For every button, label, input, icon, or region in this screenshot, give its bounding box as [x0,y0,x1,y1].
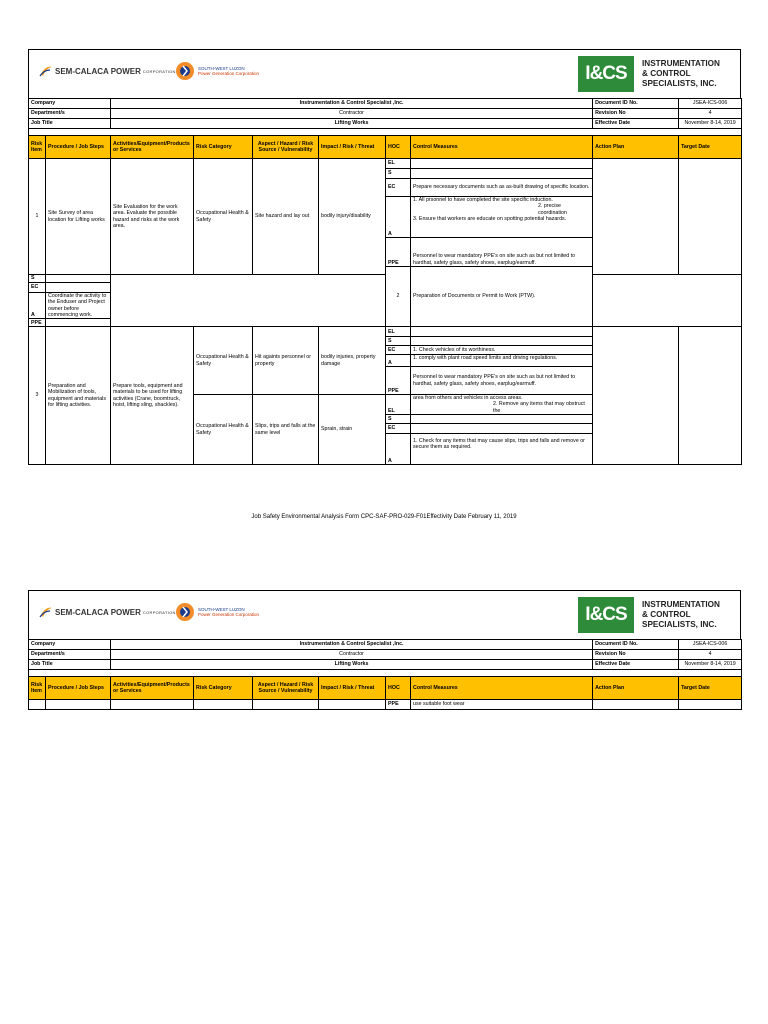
row2-hoc-ppe: PPE [29,319,46,327]
ics-name-line1: INSTRUMENTATION [642,59,720,68]
row1-target [679,159,742,275]
header-activities: Activities/Equipment/Products or Services [111,677,194,700]
scpc-logo [39,605,176,619]
p2-aspect [253,700,319,710]
header-activities: Activities/Equipment/Products or Services [111,136,194,159]
info-row-department [29,650,742,660]
jobtitle-value: Lifting Works [111,660,593,670]
info-row-jobtitle [29,119,742,129]
row2-hoc-a: A [29,293,46,319]
row1-ec-control: Prepare necessary documents such as as-built drawing of specific location. [411,179,593,197]
table-row [29,700,742,710]
row3-hoc-ppe: PPE [386,367,411,395]
row3b-a-control: 1. Check for any items that may cause slips, trips and falls and remove or secure them as required. [411,434,593,465]
row3-aspect-b: Slips, trips and falls at the same level [253,395,319,465]
row3-aspect-a: Hit againts personnel or property [253,327,319,395]
row1-procedure: Site Survey of area location for Lifting works [46,159,111,275]
jsea-table-page2 [28,639,742,710]
revision-label: Revision No [593,650,679,660]
revision-value: 4 [679,109,742,119]
swl-sub: Power Generation Corporation [198,71,260,76]
row3-activities: Prepare tools, equipment and materials to be used for lifting activities (Crane, boomtruck, hoist, lifting sling, shackles). [111,327,194,465]
jobtitle-value: Lifting Works [111,119,593,129]
p2-target [679,700,742,710]
row2-ec-control [46,283,111,293]
row2-hoc-s: S [29,275,46,283]
docid-label: Document ID No. [593,640,679,650]
effective-label: Effective Date [593,660,679,670]
swl-sub: Power Generation Corporation [198,612,260,617]
row3b-hoc-a: A [386,434,411,465]
row1-hoc-s: S [386,169,411,179]
swl-logo [174,601,259,623]
row1-aspect: Site hazard and lay out [253,159,319,275]
logo-header [28,49,741,98]
row3-ec-control: 1. Check vehicles of its worthiness. [411,346,593,355]
column-header-row [29,136,742,159]
docid-value: JSEA-ICS-006 [679,640,742,650]
row3-target [679,327,742,465]
company-value: Instrumentation & Control Specialist ,Inc. [111,640,593,650]
row1-action [593,159,679,275]
row2-ppe-control [46,319,111,327]
company-value: Instrumentation & Control Specialist ,Inc. [111,99,593,109]
company-label: Company [29,99,111,109]
header-risk-item: Risk Item [29,677,46,700]
scpc-suffix: CORPORATION [142,609,176,615]
swl-circle-icon [174,60,196,82]
ics-mark: I&CS [578,597,634,633]
row1-hoc-ec: EC [386,179,411,197]
row3b-hoc-ec: EC [386,424,411,434]
scpc-name: SEM-CALACA POWER [55,607,141,617]
info-row-jobtitle [29,660,742,670]
form-page-2 [28,590,741,710]
effective-label: Effective Date [593,119,679,129]
row3b-ec-control [411,424,593,434]
p2-action [593,700,679,710]
info-row-company [29,640,742,650]
scpc-swirl-icon [39,64,53,78]
header-risk-category: Risk Category [194,677,253,700]
p2-procedure [46,700,111,710]
header-target: Target Date [679,136,742,159]
row2-procedure: Preparation of Documents or Permit to Work (PTW). [411,267,593,327]
jsea-table-page1 [28,98,742,465]
row3b-hoc-s: S [386,415,411,424]
department-label: Department/s [29,109,111,119]
info-row-department [29,109,742,119]
row3-impact-a: bodily injuries, property damage [319,327,386,395]
jobtitle-label: Job Title [29,119,111,129]
row3-hoc-el: EL [386,327,411,337]
p2-hoc-ppe: PPE [386,700,411,710]
revision-label: Revision No [593,109,679,119]
ics-name-line1: INSTRUMENTATION [642,600,720,609]
logo-header [28,590,741,639]
row1-activities: Site Evaluation for the work area. Evaluate the possible hazard and risks at the work area. [111,159,194,275]
row1-hoc-ppe: PPE [386,238,411,267]
row3b-el-line2: 2. Remove any items that may obstruct the [493,401,585,414]
row3-el-control [411,327,593,337]
row3-impact-b: Sprain, strain [319,395,386,465]
row3-category-b: Occupational Health & Safety [194,395,253,465]
row2-a-control: Coordinate the activity to the Enduser and Project owner before commencing work. [46,293,111,319]
scpc-suffix: CORPORATION [142,68,176,74]
department-value: Contractor [111,650,593,660]
header-aspect: Aspect / Hazard / Risk Source / Vulnerability [253,136,319,159]
row3-hoc-ec: EC [386,346,411,355]
column-header-row [29,677,742,700]
row3-number: 3 [29,327,46,465]
revision-value: 4 [679,650,742,660]
header-procedure: Procedure / Job Steps [46,136,111,159]
row2-hoc-ec: EC [29,283,46,293]
header-impact: Impact / Risk / Threat [319,677,386,700]
header-aspect: Aspect / Hazard / Risk Source / Vulnerability [253,677,319,700]
department-label: Department/s [29,650,111,660]
row3-category-a: Occupational Health & Safety [194,327,253,395]
row2-s-control [46,275,111,283]
row3-action [593,327,679,465]
header-hoc: HOC [386,136,411,159]
row1-s-control [411,169,593,179]
p2-activities [111,700,194,710]
header-action: Action Plan [593,677,679,700]
row3b-el-line1: area from others and vehicles in access areas. [413,395,523,402]
row2-number: 2 [386,267,411,327]
row3-hoc-a: A [386,355,411,367]
effective-value: November 8-14, 2019 [679,119,742,129]
row1-a-line2: 2. precise coordination [538,203,567,216]
ics-name-line3: SPECIALISTS, INC. [642,79,717,88]
ics-name-line2: & CONTROL [642,69,691,78]
p2-ppe-control: use suitable foot wear [411,700,593,710]
swl-circle-icon [174,601,196,623]
row3-procedure: Preparation and Mobilization of tools, equipment and materials for lifting activities. [46,327,111,465]
row1-a-line3: 3. Ensure that workers are educate on spotting potential hazards. [413,215,567,222]
row1-hoc-el: EL [386,159,411,169]
company-label: Company [29,640,111,650]
header-impact: Impact / Risk / Threat [319,136,386,159]
effective-value: November 8-14, 2019 [679,660,742,670]
department-value: Contractor [111,109,593,119]
swl-name: SOUTH-WEST LUZON [198,607,245,612]
header-procedure: Procedure / Job Steps [46,677,111,700]
p2-impact [319,700,386,710]
row3-ppe-control: Personnel to wear mandatory PPE's on site such as but not limited to hardhat, safety glass, safety shoes, earplug/earmuff. [411,367,593,395]
form-page-1 [28,49,741,465]
header-risk-item: Risk Item [29,136,46,159]
row1-category: Occupational Health & Safety [194,159,253,275]
form-footer-note: Job Safety Environmental Analysis Form CPC-SAF-PRO-029-F01Effectivity Date February 11, 2019 [251,514,517,520]
jobtitle-label: Job Title [29,660,111,670]
header-control: Control Measures [411,677,593,700]
p2-category [194,700,253,710]
row1-a-line1: 1. All prsonnel to have completed the site specific induction. [413,197,553,203]
header-target: Target Date [679,677,742,700]
row3b-el-control [411,395,593,415]
swl-logo [174,60,259,82]
ics-name-line2: & CONTROL [642,610,691,619]
ics-mark: I&CS [578,56,634,92]
row3b-s-control [411,415,593,424]
ics-logo [578,595,730,635]
row1-ppe-control: Personnel to wear mandatory PPE's on site such as but not limited to hardhat, safety glass, safety shoes, earplug/earmuff. [411,238,593,267]
scpc-swirl-icon [39,605,53,619]
row1-impact: bodily injury/disability [319,159,386,275]
row1-a-control [411,197,593,238]
ics-name-line3: SPECIALISTS, INC. [642,620,717,629]
row1-number: 1 [29,159,46,275]
docid-label: Document ID No. [593,99,679,109]
table-row [29,327,742,337]
table-row [29,159,742,169]
ics-logo [578,54,730,94]
scpc-logo [39,64,176,78]
row1-hoc-a: A [386,197,411,238]
row3b-hoc-el: EL [386,395,411,415]
swl-name: SOUTH-WEST LUZON [198,66,245,71]
p2-risk-item [29,700,46,710]
header-control: Control Measures [411,136,593,159]
row3-a-control: 1. comply with plant road speed limits and driving regulations. [411,355,593,367]
header-hoc: HOC [386,677,411,700]
header-risk-category: Risk Category [194,136,253,159]
spacer-row [29,670,742,677]
header-action: Action Plan [593,136,679,159]
row3-hoc-s: S [386,337,411,346]
spacer-row [29,129,742,136]
docid-value: JSEA-ICS-006 [679,99,742,109]
row1-el-control [411,159,593,169]
info-row-company [29,99,742,109]
scpc-name: SEM-CALACA POWER [55,66,141,76]
row3-s-control [411,337,593,346]
